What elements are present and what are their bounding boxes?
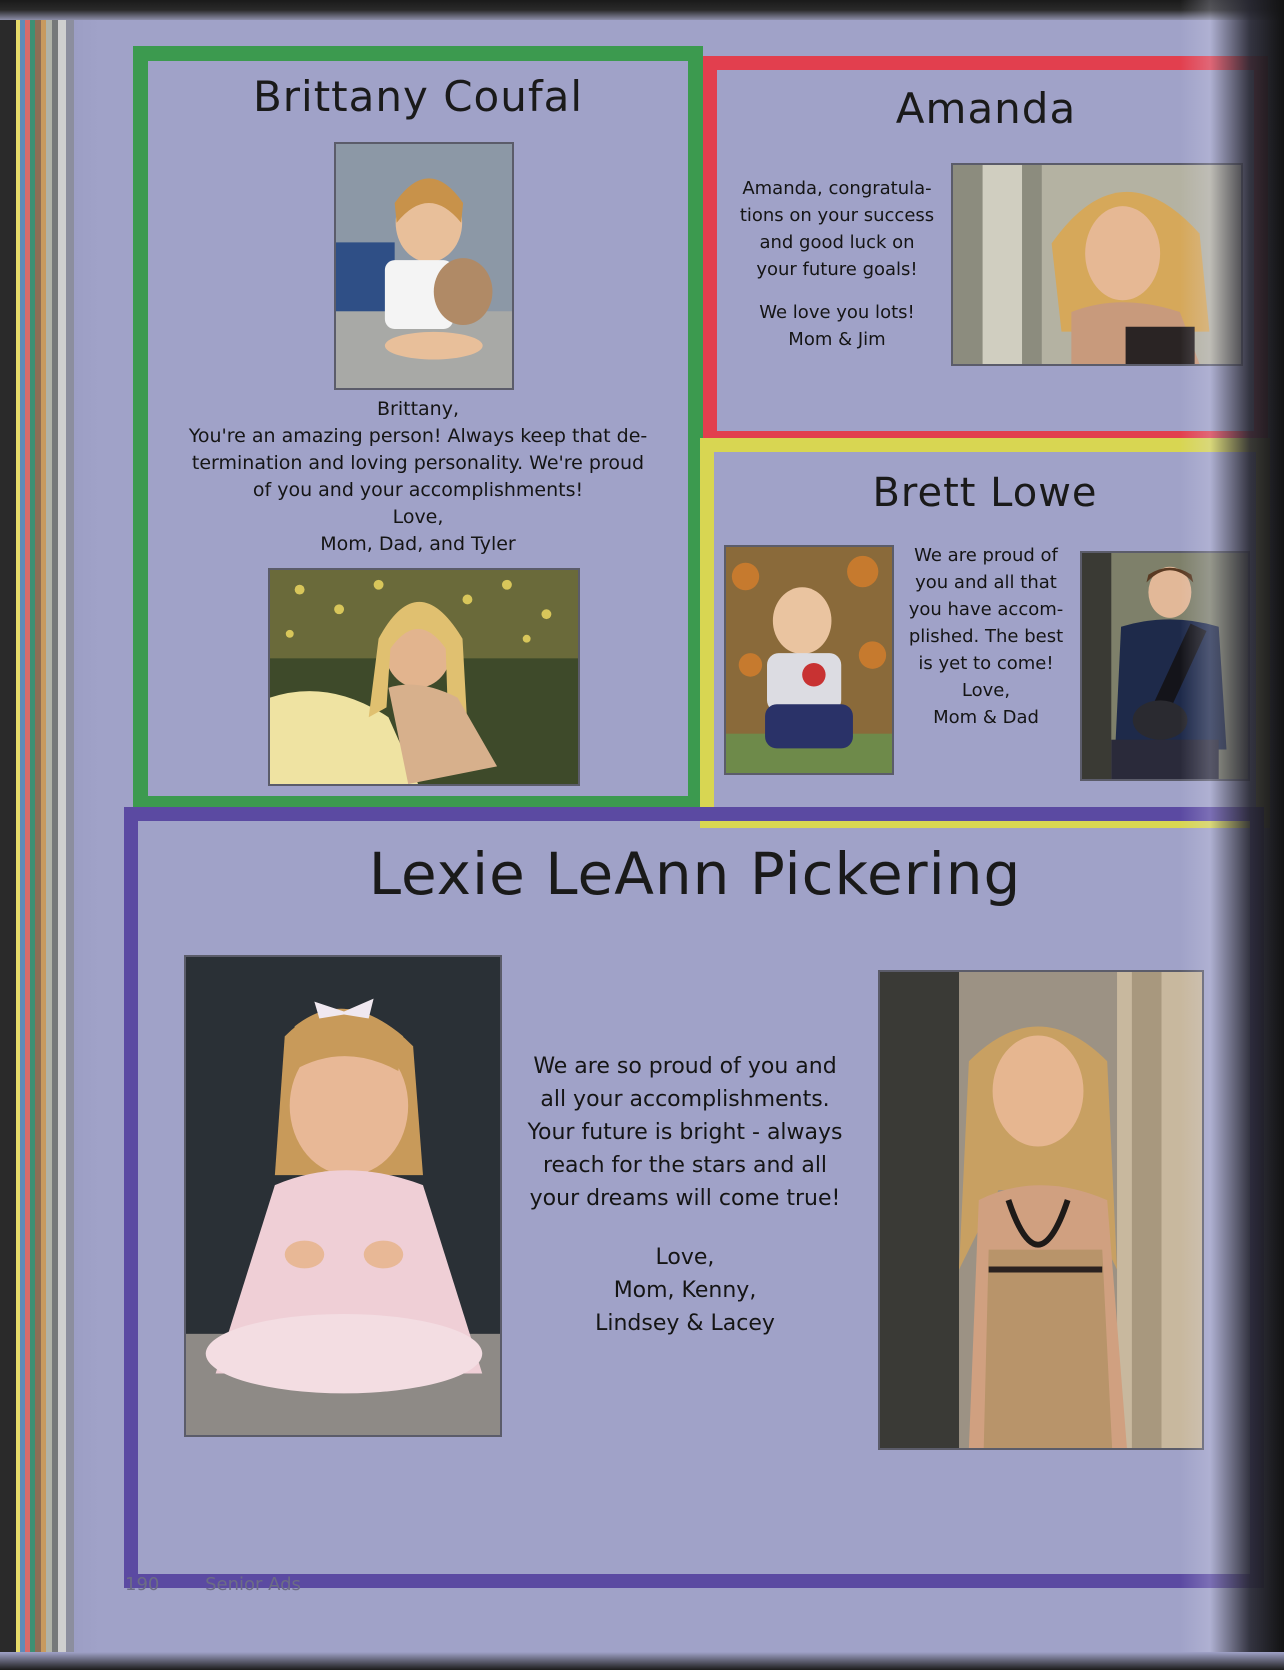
- ad-title-brittany: Brittany Coufal: [252, 72, 584, 121]
- message-line: your dreams will come true!: [529, 1186, 841, 1211]
- message-line: Mom, Kenny,: [613, 1278, 757, 1303]
- message-line: you and all that: [915, 572, 1057, 593]
- message-line: We are proud of: [914, 545, 1058, 566]
- message-line: you have accom-: [908, 599, 1064, 620]
- top-binding-shadow: [0, 0, 1284, 20]
- ad-title-amanda: Amanda: [895, 84, 1077, 133]
- right-page-curl-shadow: [1180, 0, 1284, 1670]
- page-footer: [125, 1574, 341, 1595]
- ad-title-lexie: Lexie LeAnn Pickering: [368, 840, 1022, 908]
- message-line: Your future is bright - always: [527, 1120, 843, 1145]
- page-number: 190: [125, 1574, 160, 1595]
- ad-message-brett: [896, 542, 1076, 731]
- message-line: Love,: [392, 506, 444, 528]
- message-spacer: [500, 1215, 870, 1241]
- message-line: Amanda, congratula-: [742, 178, 932, 199]
- message-line: your future goals!: [756, 259, 918, 280]
- message-line: Mom, Dad, and Tyler: [320, 533, 516, 555]
- message-line: Lindsey & Lacey: [595, 1311, 775, 1336]
- ad-message-amanda: [726, 175, 948, 353]
- section-label: Senior Ads: [205, 1574, 301, 1595]
- message-line: all your accomplishments.: [540, 1087, 830, 1112]
- message-line: of you and your accomplishments!: [252, 479, 584, 501]
- message-line: reach for the stars and all: [542, 1153, 828, 1178]
- message-line: and good luck on: [759, 232, 915, 253]
- message-line: Brittany,: [377, 398, 459, 420]
- message-line: We love you lots!: [759, 302, 915, 323]
- message-line: termination and loving personality. We're proud: [191, 452, 645, 474]
- message-line: We are so proud of you and: [533, 1054, 837, 1079]
- message-line: Mom & Jim: [788, 329, 886, 350]
- message-line: is yet to come!: [918, 653, 1054, 674]
- message-line: Love,: [961, 680, 1011, 701]
- photo-lexie-senior: [878, 970, 1204, 1450]
- ad-message-lexie: [500, 1050, 870, 1340]
- message-spacer: [726, 283, 948, 299]
- bottom-shadow: [0, 1652, 1284, 1670]
- photo-brittany-child: [334, 142, 514, 390]
- ad-message-brittany: [148, 396, 688, 558]
- message-line: tions on your success: [739, 205, 935, 226]
- ad-title-brett: Brett Lowe: [872, 470, 1098, 516]
- photo-brittany-senior: [268, 568, 580, 786]
- message-line: Mom & Dad: [933, 707, 1039, 728]
- message-line: You're an amazing person! Always keep that de-: [188, 425, 648, 447]
- photo-lexie-child: [184, 955, 502, 1437]
- photo-brett-child: [724, 545, 894, 775]
- message-line: plished. The best: [908, 626, 1064, 647]
- message-line: Love,: [655, 1245, 715, 1270]
- book-page-edges: [0, 0, 100, 1670]
